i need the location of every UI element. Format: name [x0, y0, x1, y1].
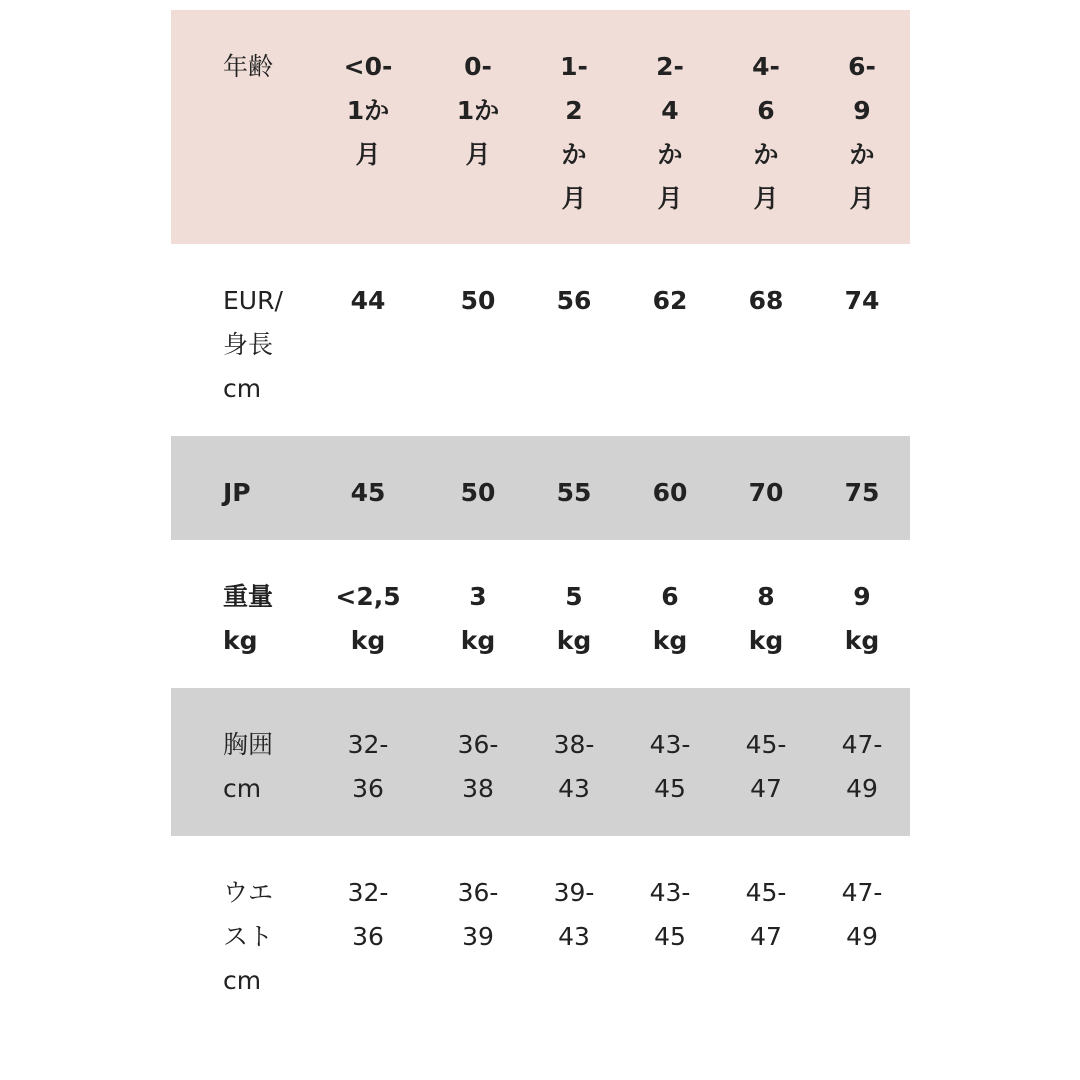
table-cell	[814, 575, 910, 688]
table-cell-line: 月	[849, 184, 875, 213]
table-cell-line: 32-	[347, 878, 389, 907]
table-cell-line: 1か	[456, 96, 500, 125]
row-header	[171, 723, 306, 836]
table-cell-line: 43-	[649, 878, 691, 907]
table-cell-line: 8	[757, 582, 775, 611]
table-cell-line: kg	[350, 626, 386, 655]
table-cell-line: 32-	[347, 730, 389, 759]
row-header	[171, 45, 306, 244]
age-row	[171, 10, 910, 244]
table-cell-line: 68	[748, 286, 784, 315]
table-cell	[430, 723, 526, 836]
table-cell-line: 1か	[346, 96, 390, 125]
table-cell-line: 4	[661, 96, 679, 125]
table-cell-line: 6-	[848, 52, 876, 81]
table-cell	[718, 723, 814, 836]
table-cell-line: 43	[558, 922, 590, 951]
table-cell	[814, 471, 910, 540]
table-cell-line: 36-	[457, 878, 499, 907]
table-cell	[526, 723, 622, 836]
table-cell	[622, 45, 718, 244]
table-cell	[718, 575, 814, 688]
table-cell	[306, 45, 430, 244]
table-cell-line: kg	[556, 626, 592, 655]
table-cell-line: 38	[462, 774, 494, 803]
row-header-line: kg	[223, 626, 258, 655]
table-cell	[718, 871, 814, 1026]
row-header	[171, 279, 306, 436]
row-header-line: EUR/	[223, 286, 283, 315]
table-cell	[622, 575, 718, 688]
table-cell-line: 月	[561, 184, 587, 213]
row-header	[171, 871, 306, 1026]
row-header-line: スト	[223, 922, 274, 951]
row-header-line: 身長	[223, 330, 274, 359]
table-cell-line: 36	[352, 774, 384, 803]
row-header-line: cm	[223, 966, 262, 995]
table-cell-line: か	[561, 140, 587, 169]
row-header-line: ウエ	[223, 878, 274, 907]
table-cell	[306, 575, 430, 688]
table-cell-line: 6	[757, 96, 775, 125]
table-cell	[430, 471, 526, 540]
table-cell-line: 47	[750, 774, 782, 803]
table-cell-line: 39	[462, 922, 494, 951]
table-cell	[622, 279, 718, 436]
table-cell-line: 6	[661, 582, 679, 611]
table-cell-line: <0-	[343, 52, 393, 81]
table-cell-line: <2,5	[335, 582, 401, 611]
table-cell-line: 49	[846, 922, 878, 951]
table-cell	[526, 471, 622, 540]
chest-row	[171, 688, 910, 836]
table-cell	[718, 279, 814, 436]
table-cell-line: 2	[565, 96, 583, 125]
table-cell-line: 9	[853, 582, 871, 611]
waist-row	[171, 836, 910, 1026]
table-cell-line: 45	[350, 478, 386, 507]
table-cell	[622, 871, 718, 1026]
table-cell-line: 36	[352, 922, 384, 951]
table-cell-line: 月	[657, 184, 683, 213]
row-header	[171, 471, 306, 540]
table-cell-line: 47-	[841, 878, 883, 907]
row-header-line: 重量	[223, 582, 274, 611]
table-cell	[430, 871, 526, 1026]
table-cell-line: 0-	[464, 52, 492, 81]
table-cell-line: 49	[846, 774, 878, 803]
table-cell-line: kg	[460, 626, 496, 655]
table-cell	[430, 279, 526, 436]
table-cell	[622, 723, 718, 836]
table-cell	[718, 471, 814, 540]
table-cell-line: kg	[748, 626, 784, 655]
table-cell-line: 3	[469, 582, 487, 611]
table-cell	[526, 575, 622, 688]
table-cell-line: 4-	[752, 52, 780, 81]
table-cell-line: 56	[556, 286, 592, 315]
size-chart-table	[171, 10, 910, 1026]
table-cell	[814, 279, 910, 436]
table-cell-line: 43	[558, 774, 590, 803]
table-cell	[526, 45, 622, 244]
table-cell-line: 月	[465, 140, 491, 169]
table-cell-line: 47-	[841, 730, 883, 759]
table-cell-line: 9	[853, 96, 871, 125]
table-cell	[526, 871, 622, 1026]
table-cell	[814, 871, 910, 1026]
table-cell-line: 55	[556, 478, 592, 507]
table-cell-line: 36-	[457, 730, 499, 759]
table-cell-line: 39-	[553, 878, 595, 907]
table-cell-line: 60	[652, 478, 688, 507]
table-cell-line: 2-	[656, 52, 684, 81]
jp-size-row	[171, 436, 910, 540]
table-cell-line: 70	[748, 478, 784, 507]
table-cell-line: 45-	[745, 730, 787, 759]
table-cell-line: 50	[460, 478, 496, 507]
row-header-line: 年齢	[223, 52, 274, 81]
table-cell	[306, 279, 430, 436]
table-cell-line: 45	[654, 774, 686, 803]
table-cell	[814, 723, 910, 836]
row-header-line: cm	[223, 374, 262, 403]
table-cell-line: 47	[750, 922, 782, 951]
weight-row	[171, 540, 910, 688]
table-cell-line: 75	[844, 478, 880, 507]
table-cell-line: か	[849, 140, 875, 169]
table-cell	[430, 575, 526, 688]
row-header	[171, 575, 306, 688]
table-cell	[718, 45, 814, 244]
table-cell-line: kg	[844, 626, 880, 655]
row-header-line: 胸囲	[223, 730, 274, 759]
table-cell-line: 45	[654, 922, 686, 951]
table-cell	[306, 723, 430, 836]
table-cell-line: 38-	[553, 730, 595, 759]
table-cell	[814, 45, 910, 244]
table-cell-line: 50	[460, 286, 496, 315]
table-cell	[622, 471, 718, 540]
table-cell-line: か	[657, 140, 683, 169]
table-cell	[526, 279, 622, 436]
row-header-line: JP	[223, 478, 251, 507]
table-cell-line: 44	[350, 286, 386, 315]
table-cell	[306, 871, 430, 1026]
eur-height-row	[171, 244, 910, 436]
table-cell-line: 43-	[649, 730, 691, 759]
table-cell-line: 74	[844, 286, 880, 315]
row-header-line: cm	[223, 774, 262, 803]
table-cell-line: 1-	[560, 52, 588, 81]
table-cell-line: 62	[652, 286, 688, 315]
table-cell-line: 月	[355, 140, 381, 169]
table-cell-line: 月	[753, 184, 779, 213]
table-cell	[430, 45, 526, 244]
table-cell-line: 45-	[745, 878, 787, 907]
table-cell	[306, 471, 430, 540]
table-cell-line: か	[753, 140, 779, 169]
table-cell-line: kg	[652, 626, 688, 655]
table-cell-line: 5	[565, 582, 583, 611]
